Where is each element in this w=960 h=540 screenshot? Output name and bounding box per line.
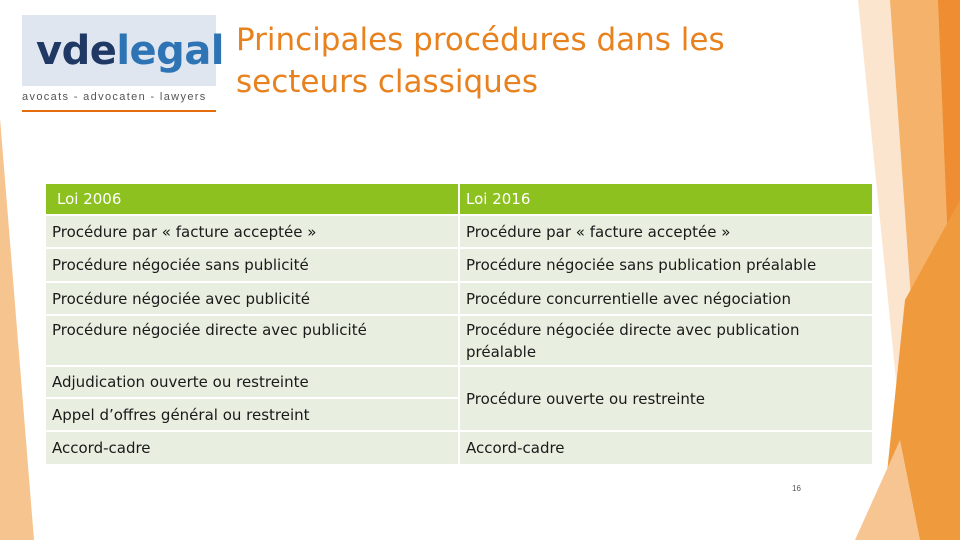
cell-loi-2016-merged: Procédure ouverte ou restreinte <box>459 366 873 431</box>
cell-loi-2016: Procédure concurrentielle avec négociation <box>459 282 873 315</box>
cell-loi-2016: Procédure négociée sans publication préalable <box>459 248 873 282</box>
page-number: 16 <box>792 484 801 493</box>
cell-loi-2006: Procédure négociée directe avec publicité <box>45 315 459 366</box>
left-wedge <box>0 118 34 540</box>
logo-underline <box>22 110 216 112</box>
cell-loi-2006: Procédure négociée sans publicité <box>45 248 459 282</box>
table-row <box>45 248 873 282</box>
cell-loi-2006: Appel d’offres général ou restreint <box>45 398 459 431</box>
logo-tagline: avocats - advocaten - lawyers <box>22 91 207 103</box>
cell-loi-2016: Accord-cadre <box>459 431 873 465</box>
table-header-row <box>45 183 873 215</box>
cell-loi-2006: Procédure négociée avec publicité <box>45 282 459 315</box>
table-row <box>45 215 873 248</box>
cell-loi-2006: Accord-cadre <box>45 431 459 465</box>
vdelegal-logo <box>22 15 225 115</box>
slide-title: Principales procédures dans les secteurs classiques <box>236 22 725 100</box>
table-row <box>45 366 873 398</box>
cell-loi-2016: Procédure par « facture acceptée » <box>459 215 873 248</box>
cell-loi-2016: Procédure négociée directe avec publication préalable <box>459 315 873 366</box>
procedures-comparison-table <box>44 182 874 466</box>
table-row <box>45 282 873 315</box>
cell-loi-2006: Adjudication ouverte ou restreinte <box>45 366 459 398</box>
table-row <box>45 315 873 366</box>
header-loi-2006: Loi 2006 <box>45 183 459 215</box>
logo-wordmark <box>36 28 224 74</box>
table-row <box>45 431 873 465</box>
logo-word-legal: legal <box>116 28 225 74</box>
cell-loi-2006: Procédure par « facture acceptée » <box>45 215 459 248</box>
logo-box <box>22 15 225 86</box>
header-loi-2016: Loi 2016 <box>459 183 873 215</box>
logo-word-vde: vde <box>36 28 117 74</box>
